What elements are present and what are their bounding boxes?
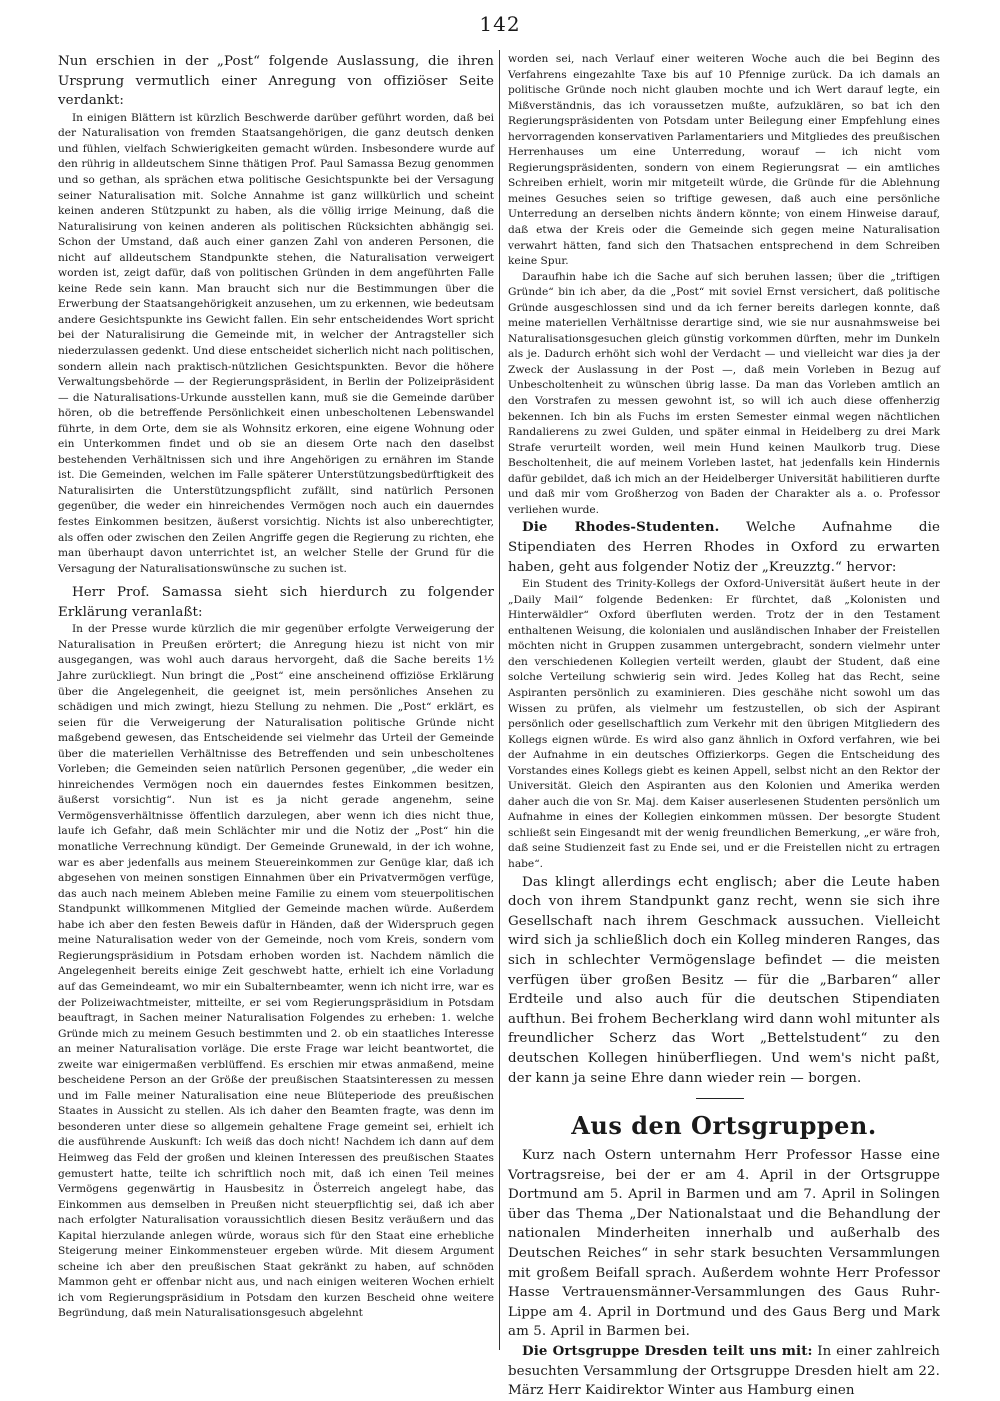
quote-samassa-continued: worden sei, nach Verlauf einer weiteren Woche auch die bei Beginn des Verfahrens eingezahlte Taxe bis auf 10 Pfennige zurück. Da ich damals an politische Gründe noch nicht glauben mochte und ich Wert darauf legte, ein Mißverständnis, das ich voraussetzen mußte, aufzuklären, so bat ich den Regierungspräsidenten von Potsdam unter Beilegung einer Empfehlung eines hervorragenden konservativen Parlamentariers und Mitgliedes des preußischen Herrenhauses um eine Unterredung, worauf — ich nicht vom Regierungspräsidenten, sondern von einem Regierungsrat — ein amtliches Schreiben erhielt, worin mir mitgeteilt würde, die Gründe für die Ablehnung meines Gesuches seien so triftige gewesen, daß auch eine persönliche Unterredung an derselben nichts ändern könnte; von einem Hinweise darauf, daß etwa der Kreis oder die Gemeinde sich gegen meine Naturalisation verwahrt hätten, fand sich den Thatsachen entsprechend in dem Schreiben keine Spur. — [508, 53, 940, 268]
quote-daily-mail: Ein Student des Trinity-Kollegs der Oxford-Universität äußert heute in der „Daily Mail“ folgende Bedenken: Er fürchtet, daß „Kolonisten und Hinterwäldler“ Oxford überfluten werden. Trotz der in den Testament enthaltenen Weisung, die kolonialen und ausländischen Inhaber der Freistellen möchten nicht in Gruppen zusammen untergebracht, sondern vielmehr unter den verschiedenen Kollegien verteilt werden, glaubt der Student, daß eine solche Verteilung schwierig sein wird. Jedes Kolleg hat das Recht, seine Aspiranten persönlich zu examinieren. Dies geschähe nicht sowohl um das Wissen zu prüfen, als vielmehr um festzustellen, ob sich der Aspirant persönlich oder gesellschaftlich zum Verkehr mit den übrigen Mitgliedern des Kollegs eignen würde. Es wird also ganz ähnlich in Oxford verfahren, wie bei der Aufnahme in ein deutsches Offizierkorps. Gegen die Entscheidung des Vorstandes eines Kollegs giebt es keinen Appell, selbst nicht an den Rektor der Universität. Gleich den Aspiranten aus den Kolonien und Amerika werden daher auch die von Sr. Maj. dem Kaiser auserlesenen Studenten persönlich um Aufnahme in eines der Kollegien einkommen müssen. Der besorgte Student schließt sein Eingesandt mit der wenig freundlichen Bemerkung, „er wäre froh, daß seine Studienzeit fast zu Ende sei, und er die Freistellen nicht zu ertragen habe“. — [508, 578, 940, 871]
rhodes-heading: Die Rhodes-Studenten. — [522, 519, 720, 536]
ortsgruppen-paragraph: Kurz nach Ostern unternahm Herr Professor Hasse eine Vortragsreise, bei der er am 4. April in der Ortsgruppe Dortmund am 5. April in Barmen und am 7. April in Solingen über das Thema „Der Nationalstaat und die Behandlung der nationalen Minderheiten innerhalb und außerhalb des Deutschen Reiches“ in sehr stark besuchten Versammlungen mit großem Beifall sprach. Außerdem wohnte Herr Professor Hasse Vertrauensmänner-Versammlungen des Gaus Ruhr-Lippe am 4. April in Dortmund und des Gaus Berg und Mark am 5. April in Barmen bei. — [508, 1148, 940, 1340]
intro-paragraph: Nun erschien in der „Post“ folgende Auslassung, die ihren Ursprung vermutlich einer Anregung von offiziöser Seite verdankt: — [58, 54, 494, 109]
rhodes-paragraph — [508, 518, 940, 577]
dresden-text: In einer zahlreich besuchten Versammlung der Ortsgruppe Dresden hielt am 22. März Herr Kaidirektor Winter aus Hamburg einen — [508, 1344, 940, 1399]
rhodes-comment: Das klingt allerdings echt englisch; aber die Leute haben doch von ihrem Standpunkt ganz recht, wenn sie sich ihre Gesellschaft nach ihrem Geschmack aussuchen. Vielleicht wird sich ja schließlich doch ein Kolleg minderen Ranges, das sich in schlechter Vermögenslage befindet — die meisten verfügen über großen Besitz — für die „Barbaren“ aller Erdteile und also auch für die deutschen Stipendiaten aufthun. Bei frohem Becherklang wird dann wohl mitunter als freundlicher Scherz das Wort „Bettelstudent“ zu den deutschen Kollegen hinüberfliegen. Und wem's nicht paßt, der kann ja seine Ehre dann wieder rein — borgen. — [508, 874, 940, 1086]
quote-samassa-final: Daraufhin habe ich die Sache auf sich beruhen lassen; über die „triftigen Gründe“ bin ich aber, da die „Post“ mit soviel Ernst versichert, daß politische Gründe ausgeschlossen sind und da ich ferner bereits darlegen konnte, daß meine materiellen Verhältnisse derartige sind, wie sie nur ausnahmsweise bei Naturalisationsgesuchen gleich günstig vorkommen dürften, mehr im Dunkeln als je. Dadurch erhöht sich wohl der Verdacht — und vielleicht war dies ja der Zweck der Auslassung in der Post —, daß mein Vorleben in Bezug auf Unbescholtenheit zu wünschen übrig lasse. Da man das Vorleben amtlich an den Vorstrafen zu messen gewohnt ist, so will ich auch diese offenherzig bekennen. Ich bin als Fuchs im ersten Semester einmal wegen nächtlichen Randalierens zu zwei Gulden, und später einmal in Heidelberg zu drei Mark Strafe verurteilt worden, weil mein Hund keinen Maulkorb trug. Diese Bescholtenheit, die auf meinem Vorleben lastet, hat jedenfalls kein Hindernis dafür gebildet, daß ich mich an der Heidelberger Universität habilitieren durfte und daß mir vom Großherzog von Baden der Charakter als a. o. Professor verliehen wurde. — [508, 270, 940, 516]
quote-samassa-statement: In der Presse wurde kürzlich die mir gegenüber erfolgte Verweigerung der Naturalisation in Preußen erörtert; die Anregung hiezu ist nicht von mir ausgegangen, was wohl auch daraus hervorgeht, daß die Sache bereits 1½ Jahre zurückliegt. Nun bringt die „Post“ eine anscheinend offiziöse Erklärung über die Angelegenheit, die geeignet ist, mein persönliches Ansehen zu schädigen und mich zwingt, hiezu Stellung zu nehmen. Die „Post“ erklärt, es seien für die Verweigerung der Naturalisation politische Gründe nicht maßgebend gewesen, das Entscheidende sei vielmehr das Urteil der Gemeinde über die materiellen Verhältnisse des Betreffenden und sein unbescholtenes Vorleben; die Gemeinden seien natürlich Personen gegenüber, „die weder ein hinreichendes Vermögen noch ein dauerndes festes Einkommen besitzen, äußerst vorsichtig“. Nun ist es ja nicht gerade angenehm, seine Vermögensverhältnisse öffentlich darzulegen, aber wenn ich dies nicht thue, laufe ich Gefahr, daß mein Schlächter mir und die Notiz der „Post“ hin die monatliche Verrechnung kündigt. Der Gemeinde Grunewald, in der ich wohne, war es aber jedenfalls aus meinem Steuereinkommen zur Genüge klar, daß ich abgesehen von meinen sonstigen Einnahmen über ein Privatvermögen verfüge, das auch nach meinem Ableben meine Familie zu einem vom steuerpolitischen Standpunkt willkommenen Mitglied der Gemeinde machen würde. Außerdem habe ich aber den festen Beweis dafür in Händen, daß der Widerspruch gegen meine Naturalisation weder von der Gemeinde, noch vom Kreis, sondern vom Regierungspräsidium in Potsdam erhoben worden ist. Nachdem nämlich die Angelegenheit bereits einige Zeit geschwebt hatte, erhielt ich eine Vorladung auf das Gemeindeamt, wo mir ein Subalternbeamter, wenn ich nicht irre, war es der Polizeiwachtmeister, mitteilte, er sei vom Regierungspräsidium in Potsdam beauftragt, in Sachen meiner Naturalisation Folgendes zu erheben: 1. welche Gründe mich zu meinem Gesuch bestimmten und 2. ob ein staatliches Interesse an meiner Naturalisation vorläge. Die erste Frage war leicht beantwortet, die zweite war einigermaßen verblüffend. Es erschien mir etwas anmaßend, meine bescheidene Person an der Größe der preußischen Staatsinteressen zu messen und im Falle meiner Naturalisation eine neue Blüteperiode des preußischen Staates in Aussicht zu stellen. Als ich daher den Beamten fragte, was denn im besonderen unter diese so allgemein gehaltene Frage gemeint sei, erhielt ich die ausführende Auskunft: Ich weiß das doch nicht! Nachdem ich dann auf dem Heimweg das Feld der großen und kleinen Interessen des preußischen Staates gemustert hatte, teilte ich schriftlich noch mit, daß ich einen Teil meines Vermögens gegenwärtig in Hausbesitz in Österreich angelegt habe, das Einkommen aus demselben in Preußen nicht steuerpflichtig sei, daß ich aber nach erfolgter Naturalisation voraussichtlich diesen Besitz veräußern und das Kapital hierzulande anlegen würde, woraus sich für den Staat eine erhebliche Steigerung meiner Einkommensteuer ergeben würde. Mit diesem Argument scheine ich aber den preußischen Staat gekränkt zu haben, auf schnöden Mammon geht er offenbar nicht aus, und nach einigen weiteren Wochen erhielt ich vom Regierungspräsidium in Potsdam den kurzen Bescheid ohne weitere Begründung, daß mein Naturalisationsgesuch abgelehnt — [58, 623, 494, 1320]
column-divider — [499, 50, 500, 1350]
dresden-heading: Die Ortsgruppe Dresden teilt uns mit: — [522, 1343, 813, 1360]
quote-post-statement: In einigen Blättern ist kürzlich Beschwerde darüber geführt worden, daß bei der Naturalisation von fremden Staatsangehörigen, die ganz deutsch denken und fühlen, vielfach Schwierigkeiten gemacht würden. Insbesondere wurde auf den rührig in alldeutschem Sinne thätigen Prof. Paul Samassa Bezug genommen und so gethan, als sprächen etwa politische Gesichtspunkte bei der Versagung seiner Naturalisation mit. Solche Annahme ist ganz willkürlich und scheint keinen anderen Stützpunkt zu haben, als die völlig irrige Meinung, daß die Naturalisirung von keinen anderen als politischen Rücksichten abhängig sei. Schon der Umstand, daß auch einer ganzen Zahl von anderen Personen, die nicht auf alldeutschem Standpunkte stehen, die Naturalisation verweigert worden ist, zeigt dafür, daß von politischen Gründen in dem angeführten Falle keine Rede sein kann. Man braucht sich nur die Bestimmungen über die Erwerbung der Staatsangehörigkeit anzusehen, um zu erkennen, wie bedeutsam andere Gesichtspunkte ins Gewicht fallen. Ein sehr entscheidendes Wort spricht bei der Naturalisirung die Gemeinde mit, in welcher der Antragsteller sich niederzulassen gedenkt. Und diese entscheidet sicherlich nicht nach politischen, sondern allein nach praktisch-nützlichen Gesichtspunkten. Bevor die höhere Verwaltungsbehörde — der Regierungspräsident, in Berlin der Polizeipräsident — die Naturalisations-Urkunde ausstellen kann, muß sie die Gemeinde darüber hören, ob die betreffende Persönlichkeit einen unbescholtenen Lebenswandel führte, in dem Orte, dem sie als Wohnsitz erkoren, eine eigene Wohnung oder ein Unterkommen findet und ob sie an diesem Orte nach den daselbst bestehenden Verhältnissen sich und ihre Angehörigen zu ernähren im Stande ist. Die Gemeinden, welchen im Falle späterer Unterstützungsbedürftigkeit des Naturalisirten die Unterstützungspflicht zufällt, sind natürlich Personen gegenüber, die weder ein hinreichendes Vermögen noch auch ein dauerndes festes Einkommen besitzen, äußerst vorsichtig. Nichts ist also unberechtigter, als offen oder zwischen den Zeilen Angriffe gegen die Regierung zu richten, ehe man überhaupt davon unterrichtet ist, an welcher Stelle der Grund für die Versagung der Naturalisationswünsche zu suchen ist. — [58, 111, 494, 575]
transition-paragraph: Herr Prof. Samassa sieht sich hierdurch zu folgender Erklärung veranlaßt: — [58, 585, 494, 620]
left-column — [58, 52, 494, 1342]
section-title: Aus den Ortsgruppen. — [571, 1111, 877, 1141]
rhodes-intro: Welche Aufnahme die Stipendiaten des Herren Rhodes in Oxford zu erwarten haben, geht aus folgender Notiz der „Kreuzztg.“ hervor: — [508, 520, 940, 575]
page-number: 142 — [479, 12, 521, 36]
section-separator — [696, 1098, 744, 1099]
dresden-paragraph — [508, 1342, 940, 1401]
right-column — [508, 52, 940, 1399]
